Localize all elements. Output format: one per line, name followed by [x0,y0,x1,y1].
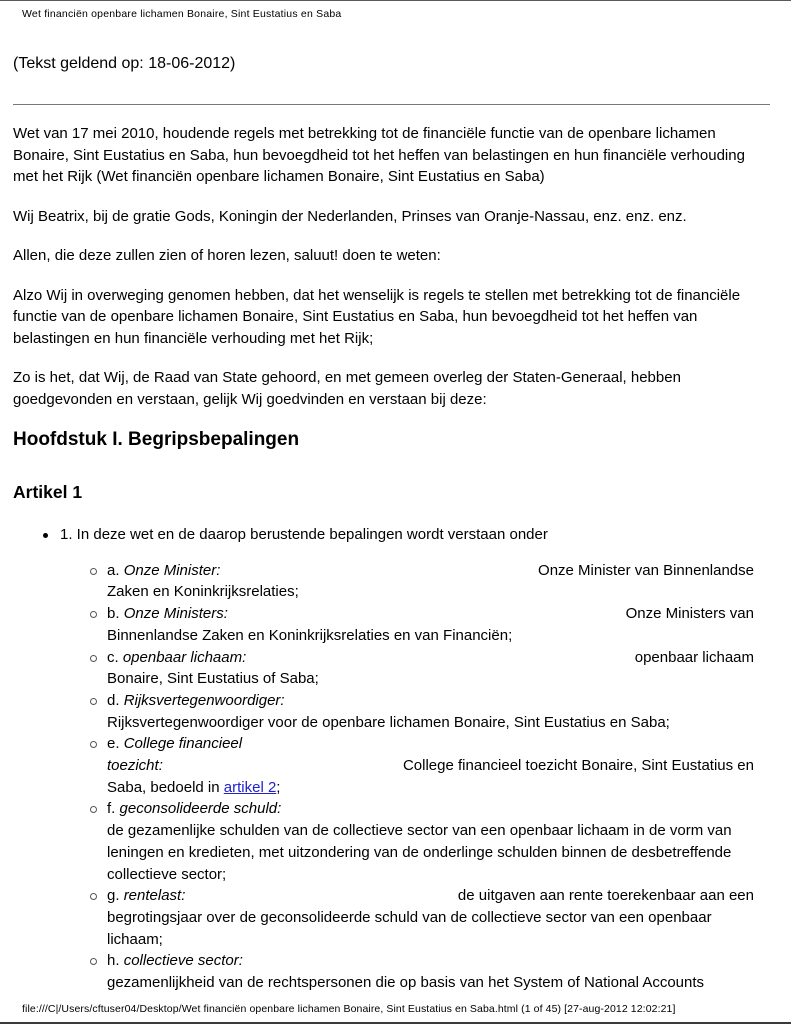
intro-paragraph-2: Wij Beatrix, bij de gratie Gods, Koningin der Nederlanden, Prinses van Oranje-Nassau, enz. enz. enz. [13,207,687,225]
definition-start: de uitgaven aan rente toerekenbaar aan een [457,887,754,905]
definition-rest: Bonaire, Sint Eustatius of Saba; [107,670,319,688]
definition-rest-text: Saba, bedoeld in [107,778,224,796]
definition-rest: Zaken en Koninkrijksrelaties; [107,583,299,601]
definition-term: College financieel [123,735,243,753]
definition-letter: c. [107,648,119,666]
definition-start: College financieel toezicht Bonaire, Sint Eustatius en [402,757,754,775]
definition-letter: b. [107,605,120,623]
intro-paragraph-5: Zo is het, dat Wij, de Raad van State gehoord, en met gemeen overleg der Staten-Generaal, hebben goedgevonden en verstaan, gelijk Wij goedvinden en verstaan bij deze: [13,369,681,408]
chapter-heading: Hoofdstuk I. Begripsbepalingen [13,429,300,450]
intro-paragraph-1: Wet van 17 mei 2010, houdende regels met betrekking tot de financiële functie van de openbare lichamen Bonaire, Sint Eustatius en Saba, hun bevoegdheid tot het heffen van belastingen en hun financiële verhouding met het Rijk (Wet financiën openbare lichamen Bonaire, Sint Eustatius en Saba) [13,125,745,185]
definitions-list [60,560,770,994]
definition-term: geconsolideerde schuld: [119,800,282,818]
definition-start: Onze Ministers van [625,605,754,623]
definition-item-g [107,885,770,950]
circle-bullet-icon [90,806,97,813]
disc-bullet-icon [43,533,48,538]
definition-letter: d. [107,691,120,709]
definition-term: Rijksvertegenwoordiger: [123,691,285,709]
circle-bullet-icon [90,655,97,662]
definition-term: Onze Ministers: [123,605,228,623]
definition-letter: h. [107,952,120,970]
print-footer: file:///C|/Users/cftuser04/Desktop/Wet financiën openbare lichamen Bonaire, Sint Eustatius en Saba.html (1 of 45) [27-aug-2012 12:02:21] [22,1003,676,1015]
circle-bullet-icon [90,698,97,705]
definition-rest: de gezamenlijke schulden van de collectieve sector van een openbaar lichaam in de vorm van leningen en kredieten, met uitzondering van de onderlinge schulden binnen de desbetreffende collectieve sector; [107,822,732,883]
intro-paragraph-3: Allen, die deze zullen zien of horen lezen, saluut! doen te weten: [13,247,441,264]
definition-letter: a. [107,561,120,579]
definition-item-a [107,560,770,603]
circle-bullet-icon [90,958,97,965]
divider [13,104,770,105]
definition-term: collectieve sector: [123,952,243,970]
print-header: Wet financiën openbare lichamen Bonaire, Sint Eustatius en Saba [22,8,342,20]
definition-item-f [107,798,770,885]
definition-start: openbaar lichaam [634,648,754,666]
definition-rest [107,777,770,799]
definition-letter: e. [107,735,120,753]
definition-rest: Binnenlandse Zaken en Koninkrijksrelaties en van Financiën; [107,626,513,644]
definition-term: openbaar lichaam: [122,648,247,666]
circle-bullet-icon [90,893,97,900]
circle-bullet-icon [90,568,97,575]
article-heading: Artikel 1 [13,482,83,502]
definition-rest: gezamenlijkheid van de rechtspersonen die op basis van het System of National Accounts [107,974,705,992]
definition-rest: begrotingsjaar over de geconsolideerde schuld van de collectieve sector van een openbaar lichaam; [107,908,712,948]
definition-term: rentelast: [123,887,186,905]
artikel-2-link[interactable]: artikel 2 [223,778,277,796]
definition-item-b [107,603,770,646]
article-clause-1 [60,524,770,994]
page-top-border [0,0,791,1]
validity-note: (Tekst geldend op: 18-06-2012) [13,55,236,72]
definition-rest: Rijksvertegenwoordiger voor de openbare lichamen Bonaire, Sint Eustatius en Saba; [107,713,670,731]
definition-item-e [107,733,770,798]
definition-start: Onze Minister van Binnenlandse [538,561,754,579]
definition-letter: f. [107,800,116,818]
definition-term-line2: toezicht: [107,757,163,775]
circle-bullet-icon [90,611,97,618]
intro-paragraph-4: Alzo Wij in overweging genomen hebben, dat het wenselijk is regels te stellen met betrekking tot de financiële functie van de openbare lichamen Bonaire, Sint Eustatius en Saba, hun bevoegdheid tot het heffen van belastingen en hun financiële verhouding met het Rijk; [13,286,741,347]
definition-term: Onze Minister: [123,561,221,579]
article-list [13,524,770,994]
definition-letter: g. [107,887,120,905]
list-intro: 1. In deze wet en de daarop berustende bepalingen wordt verstaan onder [60,526,548,543]
definition-rest-suffix: ; [276,778,281,796]
circle-bullet-icon [90,741,97,748]
definition-item-c [107,647,770,690]
definition-item-h [107,950,770,993]
definition-item-d [107,690,770,733]
